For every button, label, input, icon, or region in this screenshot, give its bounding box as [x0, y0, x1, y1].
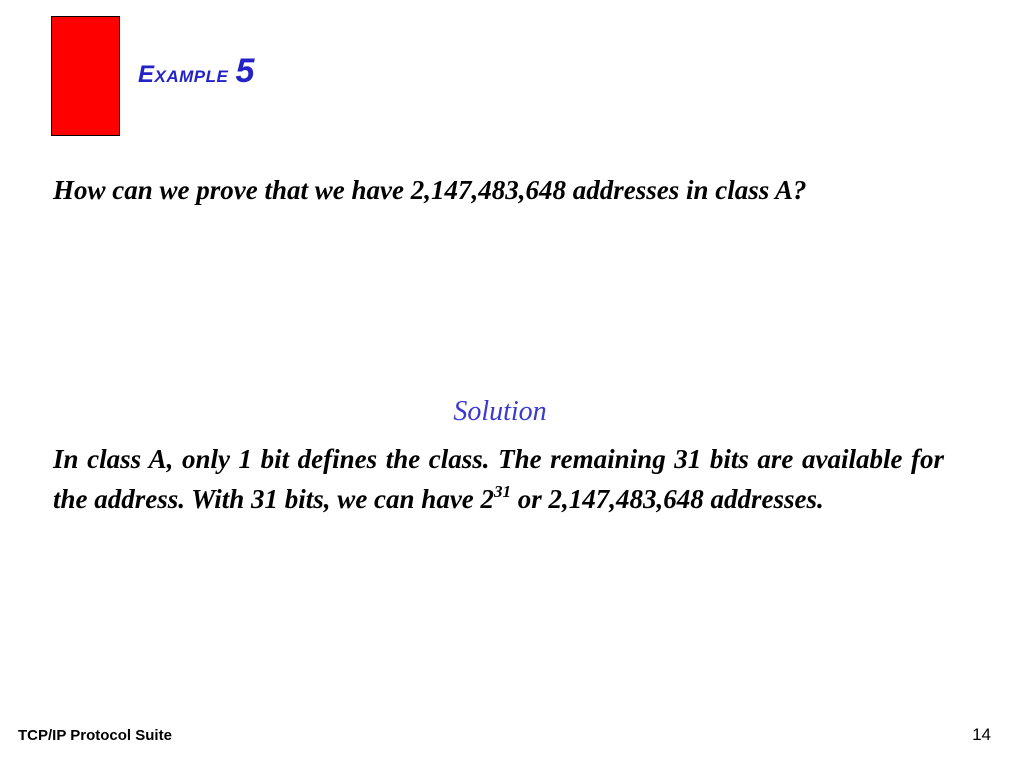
example-title	[138, 52, 255, 91]
answer-exponent: 31	[494, 482, 512, 501]
accent-block	[51, 16, 120, 136]
answer-text-main: In class A, only 1 bit defines the class. The remaining 31 bits are available for the address. With 31 bits, we can have 2	[53, 444, 944, 514]
example-title-word: Example	[138, 61, 229, 88]
example-title-number: 5	[235, 52, 255, 90]
footer-label: TCP/IP Protocol Suite	[18, 727, 172, 744]
answer-text	[53, 439, 944, 519]
question-text: How can we prove that we have 2,147,483,648 addresses in class A?	[53, 175, 807, 205]
solution-heading: Solution	[453, 396, 547, 427]
page-number: 14	[972, 725, 991, 744]
answer-text-tail: or 2,147,483,648 addresses.	[511, 484, 824, 514]
